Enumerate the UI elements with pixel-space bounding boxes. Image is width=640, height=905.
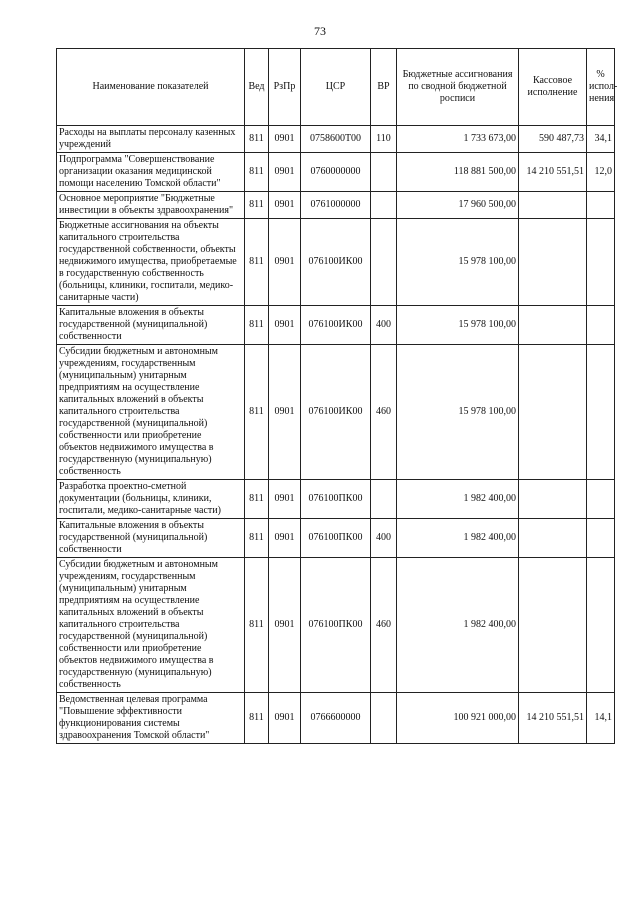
row-cash [519, 192, 587, 219]
row-name: Расходы на выплаты персоналу казенных учреждений [57, 126, 245, 153]
row-cash [519, 480, 587, 519]
row-ved: 811 [245, 558, 269, 693]
header-cash: Кассовое исполнение [519, 49, 587, 126]
row-vr [371, 219, 397, 306]
row-rzpr: 0901 [269, 219, 301, 306]
row-pct: 14,1 [587, 693, 615, 744]
row-cash: 14 210 551,51 [519, 153, 587, 192]
header-csr: ЦСР [301, 49, 371, 126]
row-ved: 811 [245, 153, 269, 192]
row-name: Основное мероприятие "Бюджетные инвестиции в объекты здравоохранения" [57, 192, 245, 219]
row-budget: 118 881 500,00 [397, 153, 519, 192]
row-csr: 076100ИК00 [301, 219, 371, 306]
row-cash [519, 558, 587, 693]
row-csr: 0758600Т00 [301, 126, 371, 153]
row-vr: 400 [371, 306, 397, 345]
row-ved: 811 [245, 345, 269, 480]
row-pct [587, 306, 615, 345]
header-budget: Бюджетные ассигнования по сводной бюджетной росписи [397, 49, 519, 126]
table-row [57, 345, 615, 480]
row-csr: 076100ПК00 [301, 519, 371, 558]
row-pct [587, 519, 615, 558]
row-budget: 100 921 000,00 [397, 693, 519, 744]
row-budget: 15 978 100,00 [397, 219, 519, 306]
row-csr: 076100ИК00 [301, 345, 371, 480]
row-ved: 811 [245, 192, 269, 219]
row-cash: 14 210 551,51 [519, 693, 587, 744]
row-name: Субсидии бюджетным и автономным учреждениям, государственным (муниципальным) унитарным предприятиям на осуществление капитальных вложений в объекты капитального строительства государственной (муниципальной) собственности или приобретение объектов недвижимого имущества в государственную (муниципальную) собственность [57, 558, 245, 693]
header-row [57, 49, 615, 126]
budget-table [56, 48, 618, 744]
header-pct: % испол- нения [587, 49, 615, 126]
row-budget: 15 978 100,00 [397, 345, 519, 480]
row-pct [587, 480, 615, 519]
row-vr: 110 [371, 126, 397, 153]
row-budget: 17 960 500,00 [397, 192, 519, 219]
row-rzpr: 0901 [269, 693, 301, 744]
row-pct: 34,1 [587, 126, 615, 153]
row-name: Капитальные вложения в объекты государственной (муниципальной) собственности [57, 519, 245, 558]
row-rzpr: 0901 [269, 519, 301, 558]
row-rzpr: 0901 [269, 153, 301, 192]
row-name: Бюджетные ассигнования на объекты капитального строительства государственной собственности, объекты недвижимого имущества, приобретаемые в государственную собственность (больницы, клиники, госпитали, медико-санитарные части) [57, 219, 245, 306]
row-budget: 1 733 673,00 [397, 126, 519, 153]
row-ved: 811 [245, 519, 269, 558]
row-pct [587, 345, 615, 480]
row-cash: 590 487,73 [519, 126, 587, 153]
table-row [57, 480, 615, 519]
row-csr: 0760000000 [301, 153, 371, 192]
table-row [57, 558, 615, 693]
row-pct [587, 558, 615, 693]
row-name: Капитальные вложения в объекты государственной (муниципальной) собственности [57, 306, 245, 345]
table-row [57, 192, 615, 219]
row-csr: 076100ИК00 [301, 306, 371, 345]
row-cash [519, 219, 587, 306]
row-cash [519, 519, 587, 558]
row-cash [519, 306, 587, 345]
row-csr: 0761000000 [301, 192, 371, 219]
row-rzpr: 0901 [269, 480, 301, 519]
row-vr: 460 [371, 345, 397, 480]
row-name: Субсидии бюджетным и автономным учреждениям, государственным (муниципальным) унитарным предприятиям на осуществление капитальных вложений в объекты капитального строительства государственной (муниципальной) собственности или приобретение объектов недвижимого имущества в государственную (муниципальную) собственность [57, 345, 245, 480]
page-number: 73 [314, 24, 326, 38]
row-vr: 460 [371, 558, 397, 693]
row-ved: 811 [245, 693, 269, 744]
header-ved: Вед [245, 49, 269, 126]
table-row [57, 153, 615, 192]
row-vr [371, 192, 397, 219]
row-budget: 1 982 400,00 [397, 519, 519, 558]
row-vr [371, 153, 397, 192]
row-csr: 076100ПК00 [301, 558, 371, 693]
table-row [57, 693, 615, 744]
row-ved: 811 [245, 306, 269, 345]
row-rzpr: 0901 [269, 126, 301, 153]
row-csr: 0766600000 [301, 693, 371, 744]
row-rzpr: 0901 [269, 192, 301, 219]
table-row [57, 126, 615, 153]
header-rzpr: РзПр [269, 49, 301, 126]
row-pct [587, 192, 615, 219]
row-cash [519, 345, 587, 480]
row-name: Ведомственная целевая программа "Повышение эффективности функционирования системы здравоохранения Томской области" [57, 693, 245, 744]
table-row [57, 519, 615, 558]
row-vr [371, 693, 397, 744]
row-rzpr: 0901 [269, 558, 301, 693]
row-rzpr: 0901 [269, 345, 301, 480]
row-rzpr: 0901 [269, 306, 301, 345]
row-name: Подпрограмма "Совершенствование организации оказания медицинской помощи населению Томской области" [57, 153, 245, 192]
row-budget: 1 982 400,00 [397, 480, 519, 519]
row-ved: 811 [245, 126, 269, 153]
row-vr: 400 [371, 519, 397, 558]
row-csr: 076100ПК00 [301, 480, 371, 519]
row-ved: 811 [245, 480, 269, 519]
table-row [57, 219, 615, 306]
table-body [57, 126, 615, 744]
row-name: Разработка проектно-сметной документации (больницы, клиники, госпитали, медико-санитарные части) [57, 480, 245, 519]
row-ved: 811 [245, 219, 269, 306]
row-pct: 12,0 [587, 153, 615, 192]
row-budget: 1 982 400,00 [397, 558, 519, 693]
row-pct [587, 219, 615, 306]
row-vr [371, 480, 397, 519]
header-vr: ВР [371, 49, 397, 126]
table-row [57, 306, 615, 345]
row-budget: 15 978 100,00 [397, 306, 519, 345]
header-name: Наименование показателей [57, 49, 245, 126]
